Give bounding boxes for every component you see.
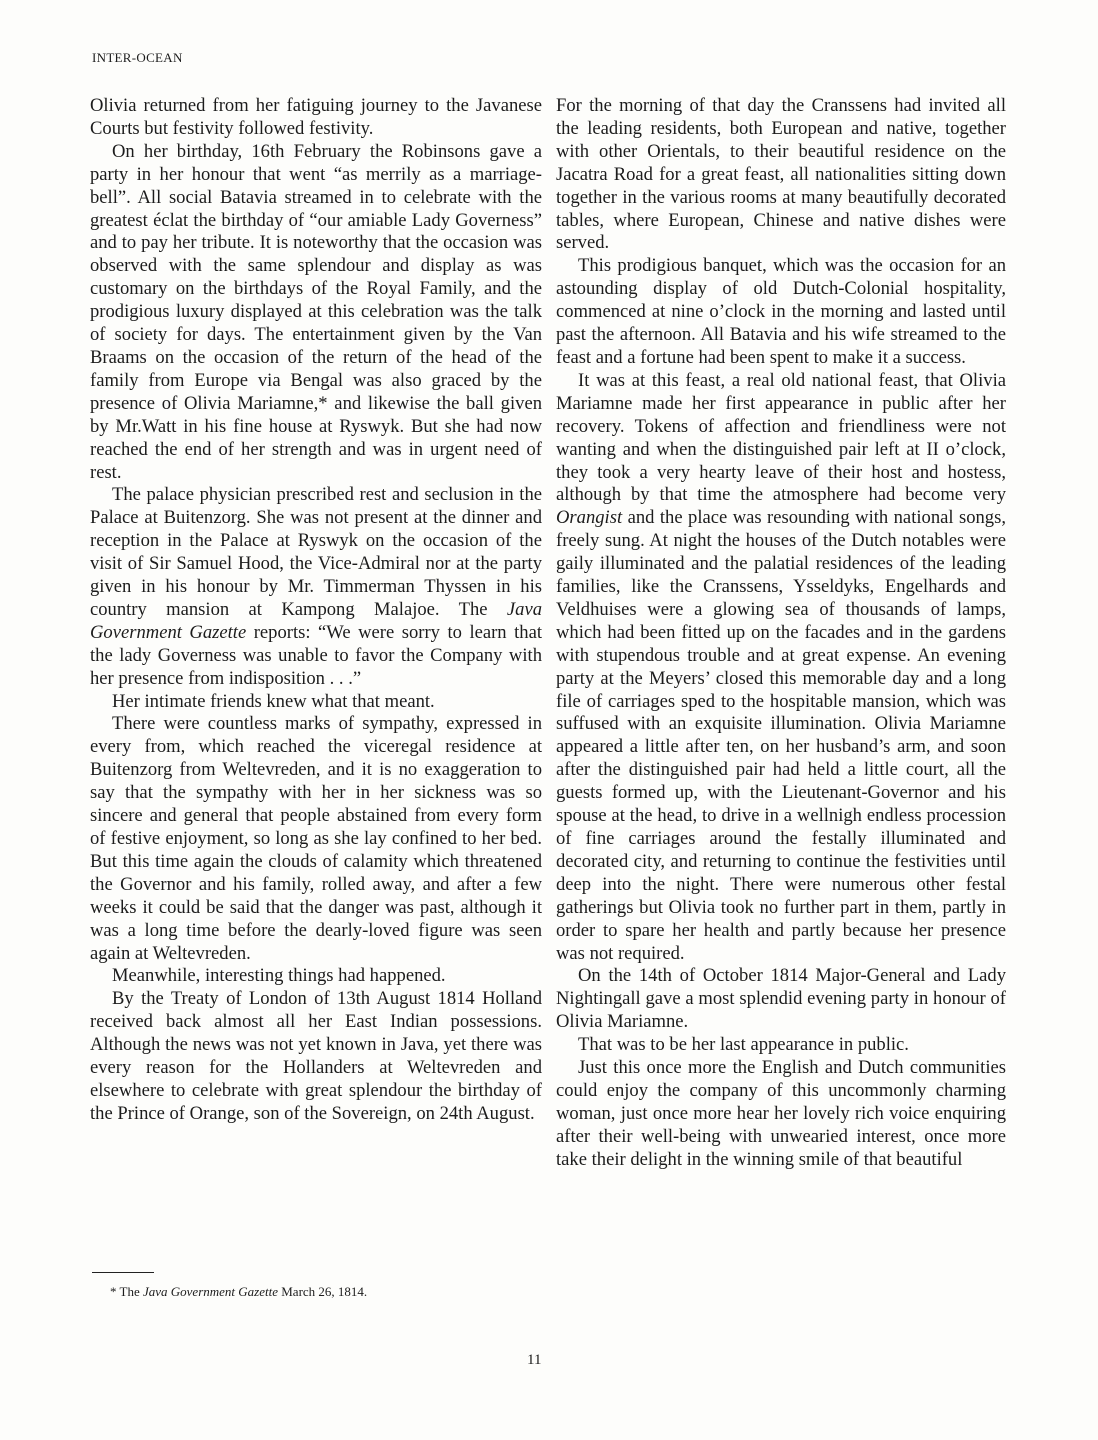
footnote — [110, 1284, 367, 1300]
paragraph — [556, 370, 1006, 966]
paragraph: By the Treaty of London of 13th August 1814 Holland received back almost all her East Indian possessions. Although the news was not yet known in Java, yet there was every reason for the Hollanders at Weltevreden and elsewhere to celebrate with great splendour the birthday of the Prince of Orange, son of the Sovereign, on 24th August. — [90, 988, 542, 1124]
footnote-text: The — [119, 1284, 143, 1299]
text-run: and the place was resounding with national songs, freely sung. At night the houses of the Dutch notables were gaily illuminated and the palatial residences of the leading families, like the Cranssens, Ysseldyks, Engelhards and Veldhuises were a glowing sea of thousands of lamps, which had been fitted up on the facades and in the gardens with stupendous trouble and at great expense. An evening party at the Meyers’ closed this memorable day and a long file of carriages sped to the hospitable mansion, which was suffused with an exquisite illumination. Olivia Mariamne appeared a little after ten, on her husband’s arm, and soon after the distinguished pair had held a little court, all the guests formed up, with the Lieutenant-Governor and his spouse at the head, to drive in a wellnigh endless procession of fine carriages around the festally illuminated and decorated city, and returning to continue the festivities until deep into the night. There were numerous other festal gatherings but Olivia took no further part in them, partly in order to spare her health and partly because her presence was not required. — [556, 507, 1006, 964]
paragraph: On the 14th of October 1814 Major-General and Lady Nightingall gave a most splendid evening party in honour of Olivia Mariamne. — [556, 965, 1006, 1033]
text-run: reports: “We were sorry to learn that the lady Governess was unable to favor the Company with her presence from indisposition . . .” — [90, 621, 542, 689]
paragraph: Olivia returned from her fatiguing journey to the Javanese Courts but festivity followed festivity. — [90, 95, 542, 139]
paragraph: Just this once more the English and Dutch communities could enjoy the company of this uncommonly charming woman, just once more hear her lovely rich voice enquiring after their well-being with unwearied interest, once more take their delight in the winning smile of that beautiful — [556, 1057, 1006, 1170]
right-column — [556, 95, 1006, 1172]
running-head: INTER-OCEAN — [92, 50, 183, 65]
page-number: 11 — [527, 1352, 542, 1368]
paragraph — [90, 484, 542, 690]
footnote-text: March 26, 1814. — [278, 1284, 368, 1299]
footnote-title: Java Government Gazette — [142, 1284, 278, 1299]
text-run: The palace physician prescribed rest and seclusion in the Palace at Buitenzorg. She was not present at the dinner and reception in the Palace at Ryswyk on the occasion of the visit of Sir Samuel Hood, the Vice-Admiral nor at the party given in his honour by Mr. Timmerman Thyssen in his country mansion at Kampong Malajoe. The — [90, 484, 542, 620]
paragraph: On her birthday, 16th February the Robinsons gave a party in her honour that went “as merrily as a marriage-bell”. All social Batavia streamed in to celebrate with the greatest éclat the birthday of “our amiable Lady Governess” and to pay her tribute. It is noteworthy that the occasion was observed with the same splendour and display as was customary on the birthdays of the Royal Family, and the prodigious luxury displayed at this celebration was the talk of society for days. The entertainment given by the Van Braams on the occasion of the return of the head of the family from Europe via Bengal was also graced by the presence of Olivia Mariamne,* and likewise the ball given by Mr.Watt in his fine house at Ryswyk. But she had now reached the end of her strength and was in urgent need of rest. — [90, 140, 542, 483]
paragraph: For the morning of that day the Cranssens had invited all the leading residents, both European and native, together with other Orientals, to their beautiful residence on the Jacatra Road for a great feast, all nationalities sitting down together in the various rooms at many beautifully decorated tables, where European, Chinese and native dishes were served. — [556, 95, 1006, 254]
paragraph: This prodigious banquet, which was the occasion for an astounding display of old Dutch-Colonial hospitality, commenced at nine o’clock in the morning and lasted until past the afternoon. All Batavia and his wife streamed to the feast and a fortune had been spent to make it a success. — [556, 255, 1006, 368]
italic-word: Orangist — [556, 507, 623, 529]
paragraph: Meanwhile, interesting things had happened. — [112, 965, 446, 987]
footnote-marker: * — [110, 1284, 117, 1299]
italic-title: Java Government Gazette — [90, 598, 542, 643]
paragraph: There were countless marks of sympathy, expressed in every from, which reached the viceregal residence at Buitenzorg from Weltevreden, and it is no exaggeration to say that the sympathy with her in her sickness was so sincere and general that people abstained from every form of festive enjoyment, so long as she lay confined to her bed. But this time again the clouds of calamity which threatened the Governor and his family, rolled away, and after a few weeks it could be said that the danger was past, although it was a long time before the dearly-loved figure was seen again at Weltevreden. — [90, 713, 542, 964]
paragraph: Her intimate friends knew what that meant. — [112, 690, 435, 712]
footnote-divider — [92, 1272, 154, 1273]
paragraph: That was to be her last appearance in public. — [578, 1034, 909, 1056]
text-run: It was at this feast, a real old national feast, that Olivia Mariamne made her first appearance in public after her recovery. Tokens of affection and friendliness were not wanting and when the distinguished pair left at II o’clock, they took a very hearty leave of their host and hostess, although by that time the atmosphere had become very — [556, 369, 1006, 506]
left-column — [90, 95, 542, 1126]
